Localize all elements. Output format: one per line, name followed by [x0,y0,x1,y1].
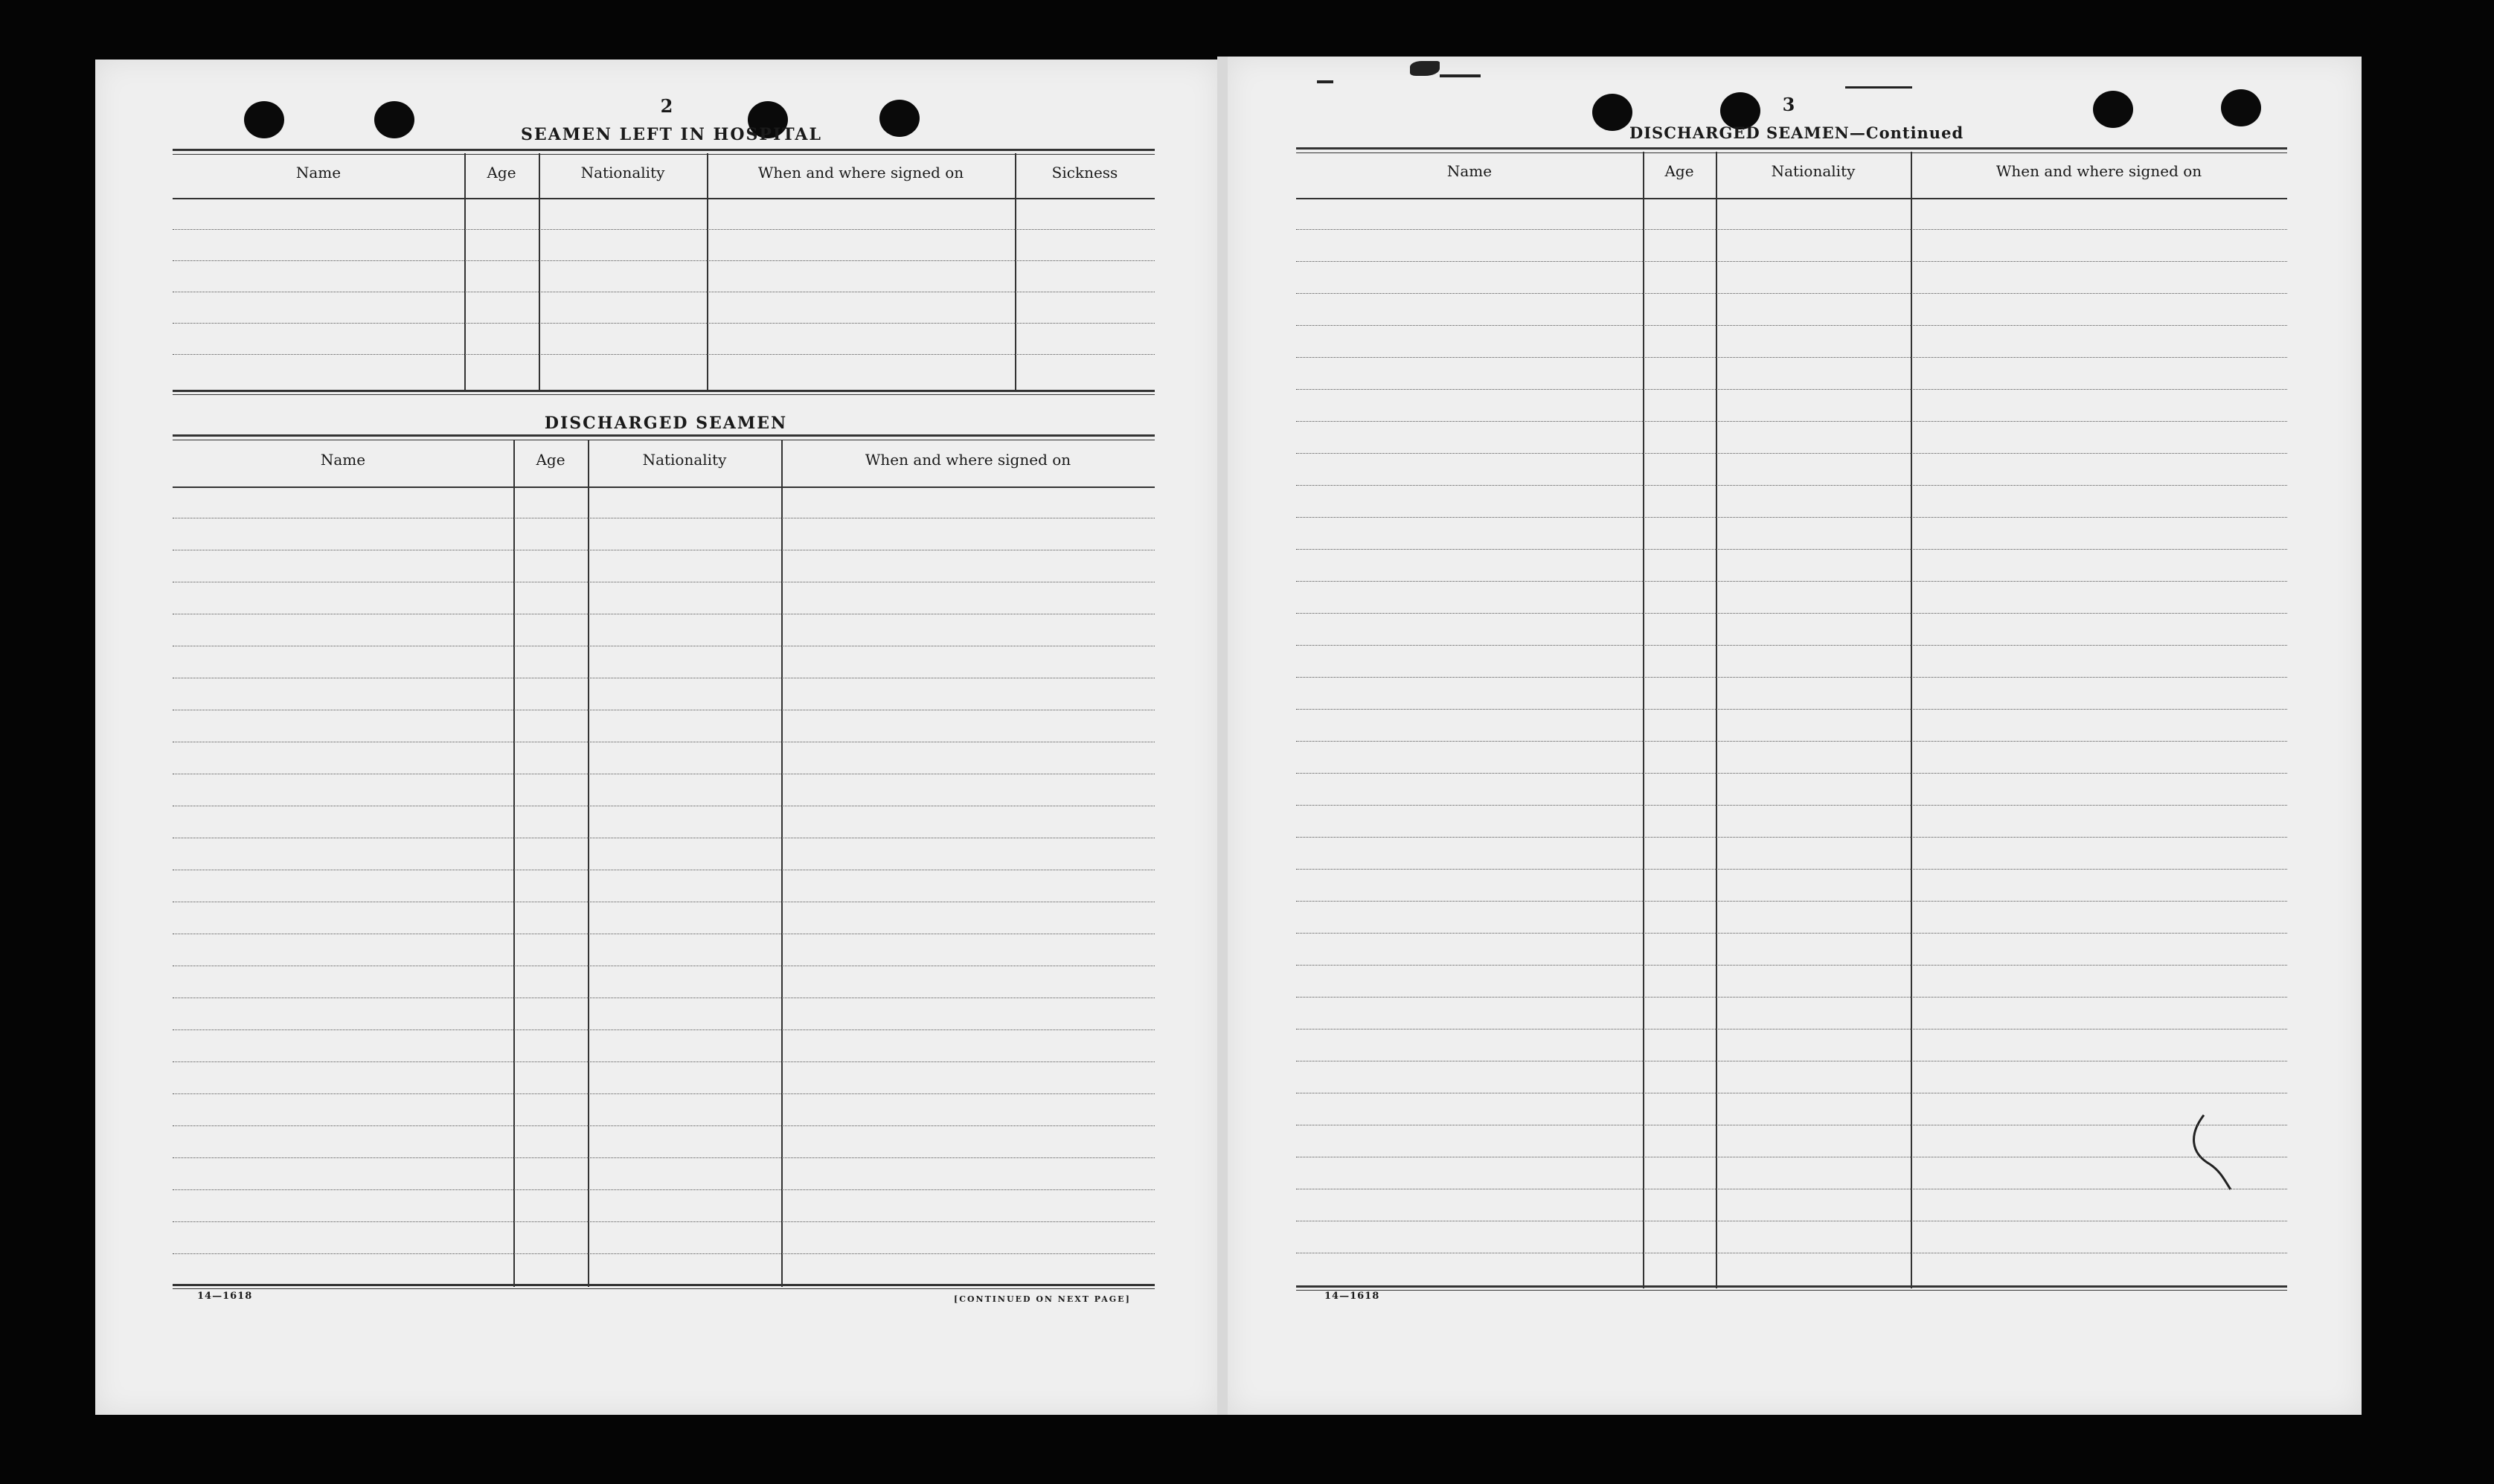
column-header-nationality: Nationality [1771,162,1856,180]
section-title-hospital: SEAMEN LEFT IN HOSPITAL [521,125,822,144]
table-row [1296,517,2287,518]
table-top-rule [1296,147,2287,153]
section-title-discharged-continued: DISCHARGED SEAMEN—Continued [1629,123,1964,142]
column-divider [1911,152,1912,1288]
table-row [1296,965,2287,966]
table-row [1296,1029,2287,1030]
column-divider [781,440,783,1287]
form-number: 14—1618 [197,1291,253,1302]
table-row [1296,581,2287,582]
table-row [1296,613,2287,614]
table-bottom-rule [1296,1285,2287,1291]
punch-hole [1592,94,1632,131]
ink-mark [1317,80,1333,83]
table-row [1296,261,2287,262]
table-row [1296,325,2287,326]
table-row [173,354,1155,355]
column-header-name: Name [1446,162,1493,180]
table-row [1296,933,2287,934]
column-divider [1015,153,1016,391]
continued-note: [CONTINUED ON NEXT PAGE] [954,1294,1131,1304]
table-row [173,229,1155,230]
table-row [1296,453,2287,454]
column-divider [707,153,708,391]
table-row [1296,901,2287,902]
table-bottom-rule [173,390,1155,395]
header-rule [1296,198,2287,199]
table-bottom-rule [173,1284,1155,1289]
table-row [1296,997,2287,998]
column-divider [513,440,515,1287]
page-number: 3 [1782,94,1795,115]
header-rule [173,486,1155,488]
table-row [1296,645,2287,646]
section-title-discharged: DISCHARGED SEAMEN [544,414,788,433]
punch-hole [374,101,414,138]
discharged-table [173,434,1155,1290]
column-header-nationality: Nationality [580,164,665,182]
column-header-when-where: When and where signed on [1995,162,2202,180]
table-row [173,1253,1155,1254]
column-divider [1643,152,1644,1288]
column-divider [1716,152,1717,1288]
column-header-age: Age [536,451,565,469]
column-header-age: Age [1664,162,1694,180]
ink-mark [1440,74,1481,77]
discharged-continued-table [1296,147,2287,1293]
punch-hole [244,101,284,138]
table-row [1296,773,2287,774]
table-row [1296,293,2287,294]
ink-mark [1845,86,1912,89]
column-header-name: Name [295,164,342,182]
column-header-age: Age [487,164,516,182]
table-row [1296,837,2287,838]
table-row [1296,485,2287,486]
table-row [173,1157,1155,1158]
punch-hole [2093,91,2133,128]
page-number: 2 [660,95,673,117]
column-header-name: Name [320,451,366,469]
table-row [173,1221,1155,1222]
table-row [1296,869,2287,870]
ink-mark [1410,61,1440,76]
column-divider [539,153,540,391]
table-row [1296,229,2287,230]
column-header-sickness: Sickness [1051,164,1118,182]
form-number: 14—1618 [1324,1291,1380,1302]
table-row [1296,421,2287,422]
table-row [173,1093,1155,1094]
table-row [1296,389,2287,390]
table-top-rule [173,149,1155,155]
table-row [173,1125,1155,1126]
table-row [1296,677,2287,678]
table-row [1296,805,2287,806]
table-row [1296,357,2287,358]
table-row [173,1061,1155,1062]
header-rule [173,198,1155,199]
punch-hole [879,100,920,137]
column-header-when-where: When and where signed on [865,451,1071,469]
table-row [173,1189,1155,1190]
hospital-table [173,149,1155,396]
table-row [173,323,1155,324]
table-row [1296,549,2287,550]
punch-hole [2221,89,2261,126]
column-header-when-where: When and where signed on [757,164,964,182]
table-row [1296,709,2287,710]
column-divider [464,153,466,391]
table-top-rule [173,434,1155,440]
column-divider [588,440,589,1287]
table-row [1296,741,2287,742]
table-row [173,260,1155,261]
column-header-nationality: Nationality [642,451,727,469]
